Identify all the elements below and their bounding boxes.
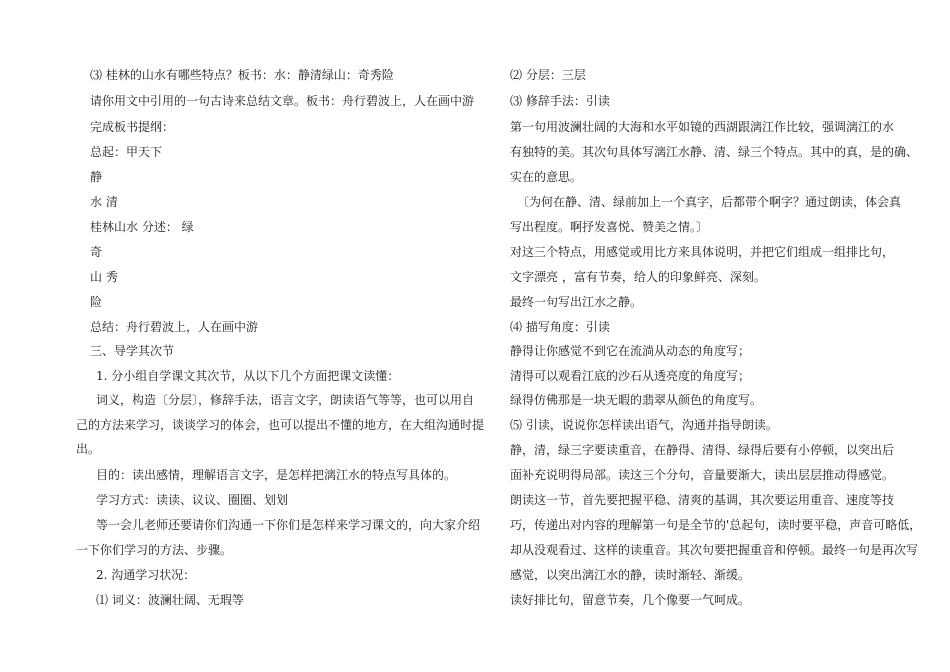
text-line: 险: [90, 295, 103, 309]
text-line: 绿得仿佛那是一块无暇的翡翠从颜色的角度写。: [510, 393, 763, 407]
text-line: 〔为何在静、清、绿前加上一个真字，后都带个啊字？通过朗读，体会真: [517, 195, 902, 209]
text-line: ⑷ 描写角度：引读: [510, 320, 610, 334]
text-line: 有独特的美。其次句具体写漓江水静、清、绿三个特点。其中的真，是的确、: [510, 145, 919, 159]
text-line: 1. 分小组自学课文其次节，从以下几个方面把课文读懂：: [96, 369, 400, 383]
text-line: 却从没观看过、这样的读重音。其次句要把握重音和停顿。最终一句是再次写: [510, 543, 919, 557]
text-line: ⑶ 修辞手法：引读: [510, 94, 610, 108]
text-line: 桂林山水 分述： 绿: [90, 220, 194, 234]
text-line: 山 秀: [90, 270, 118, 284]
text-line: 学习方式：读读、议议、圈圈、划划: [96, 493, 289, 507]
text-line: 词义，构造〔分层〕，修辞手法，语言文字，朗读语气等等，也可以用自: [96, 393, 475, 407]
text-line: 实在的意思。: [510, 170, 583, 184]
text-line: 目的：读出感情，理解语言文字，是怎样把漓江水的特点写具体的。: [96, 468, 457, 482]
text-line: 己的方法来学习，谈谈学习的体会，也可以提出不懂的地方，在大组沟通时提: [76, 418, 485, 432]
text-line: 2. 沟通学习状况：: [96, 568, 196, 582]
text-line: ⑶ 桂林的山水有哪些特点？板书：水：静清绿山：奇秀险: [90, 68, 394, 82]
text-line: 最终一句写出江水之静。: [510, 295, 643, 309]
text-line: ⑸ 引读，说说你怎样读出语气，沟通并指导朗读。: [510, 418, 778, 432]
text-line: 感觉，以突出漓江水的静，读时渐轻、渐缓。: [510, 568, 751, 582]
text-line: 面补充说明得局部。读这三个分句，音量要渐大，读出层层推动得感觉。: [510, 468, 895, 482]
text-line: 巧，传递出对内容的理解第一句是全节的'总起句，读时要平稳，声音可略低，: [510, 518, 922, 532]
text-line: 文字漂亮 ，富有节奏，给人的印象鲜亮、深刻。: [510, 270, 766, 284]
text-line: 读好排比句，留意节奏，几个像要一气呵成。: [510, 593, 751, 607]
text-line: 请你用文中引用的一句古诗来总结文章。板书：舟行碧波上，人在画中游: [90, 94, 475, 108]
text-line: 静: [90, 170, 103, 184]
text-line: ⑵ 分层：三层: [510, 68, 586, 82]
text-line: 朗读这一节，首先要把握平稳、清爽的基调，其次要运用重音、速度等技: [510, 493, 895, 507]
text-line: ⑴ 词义：波澜壮阔、无瑕等: [96, 593, 244, 607]
text-line: 一下你们学习的方法、步骤。: [76, 543, 233, 557]
text-line: 奇: [90, 245, 103, 259]
text-line: 对这三个特点，用感觉或用比方来具体说明，并把它们组成一组排比句，: [510, 245, 895, 259]
section-heading: 三、导学其次节: [90, 344, 175, 358]
text-line: 静，清，绿三字要读重音，在静得、清得、绿得后要有小停顿，以突出后: [510, 443, 895, 457]
text-line: 出。: [76, 442, 101, 456]
text-line: 完成板书提纲：: [90, 120, 175, 134]
text-line: 总起：甲天下: [90, 145, 163, 159]
text-line: 等一会儿老师还要请你们沟通一下你们是怎样来学习课文的，向大家介绍: [96, 518, 481, 532]
text-line: 第一句用波澜壮阔的大海和水平如镜的西湖跟漓江作比较，强调漓江的水: [510, 120, 895, 134]
text-line: 静得让你感觉不到它在流淌从动态的角度写；: [510, 344, 751, 358]
text-line: 水 清: [90, 195, 118, 209]
text-line: 写出程度。啊抒发喜悦、赞美之情。〕: [510, 220, 709, 234]
text-line: 清得可以观看江底的沙石从透亮度的角度写；: [510, 369, 751, 383]
text-line: 总结：舟行碧波上，人在画中游: [90, 320, 259, 334]
